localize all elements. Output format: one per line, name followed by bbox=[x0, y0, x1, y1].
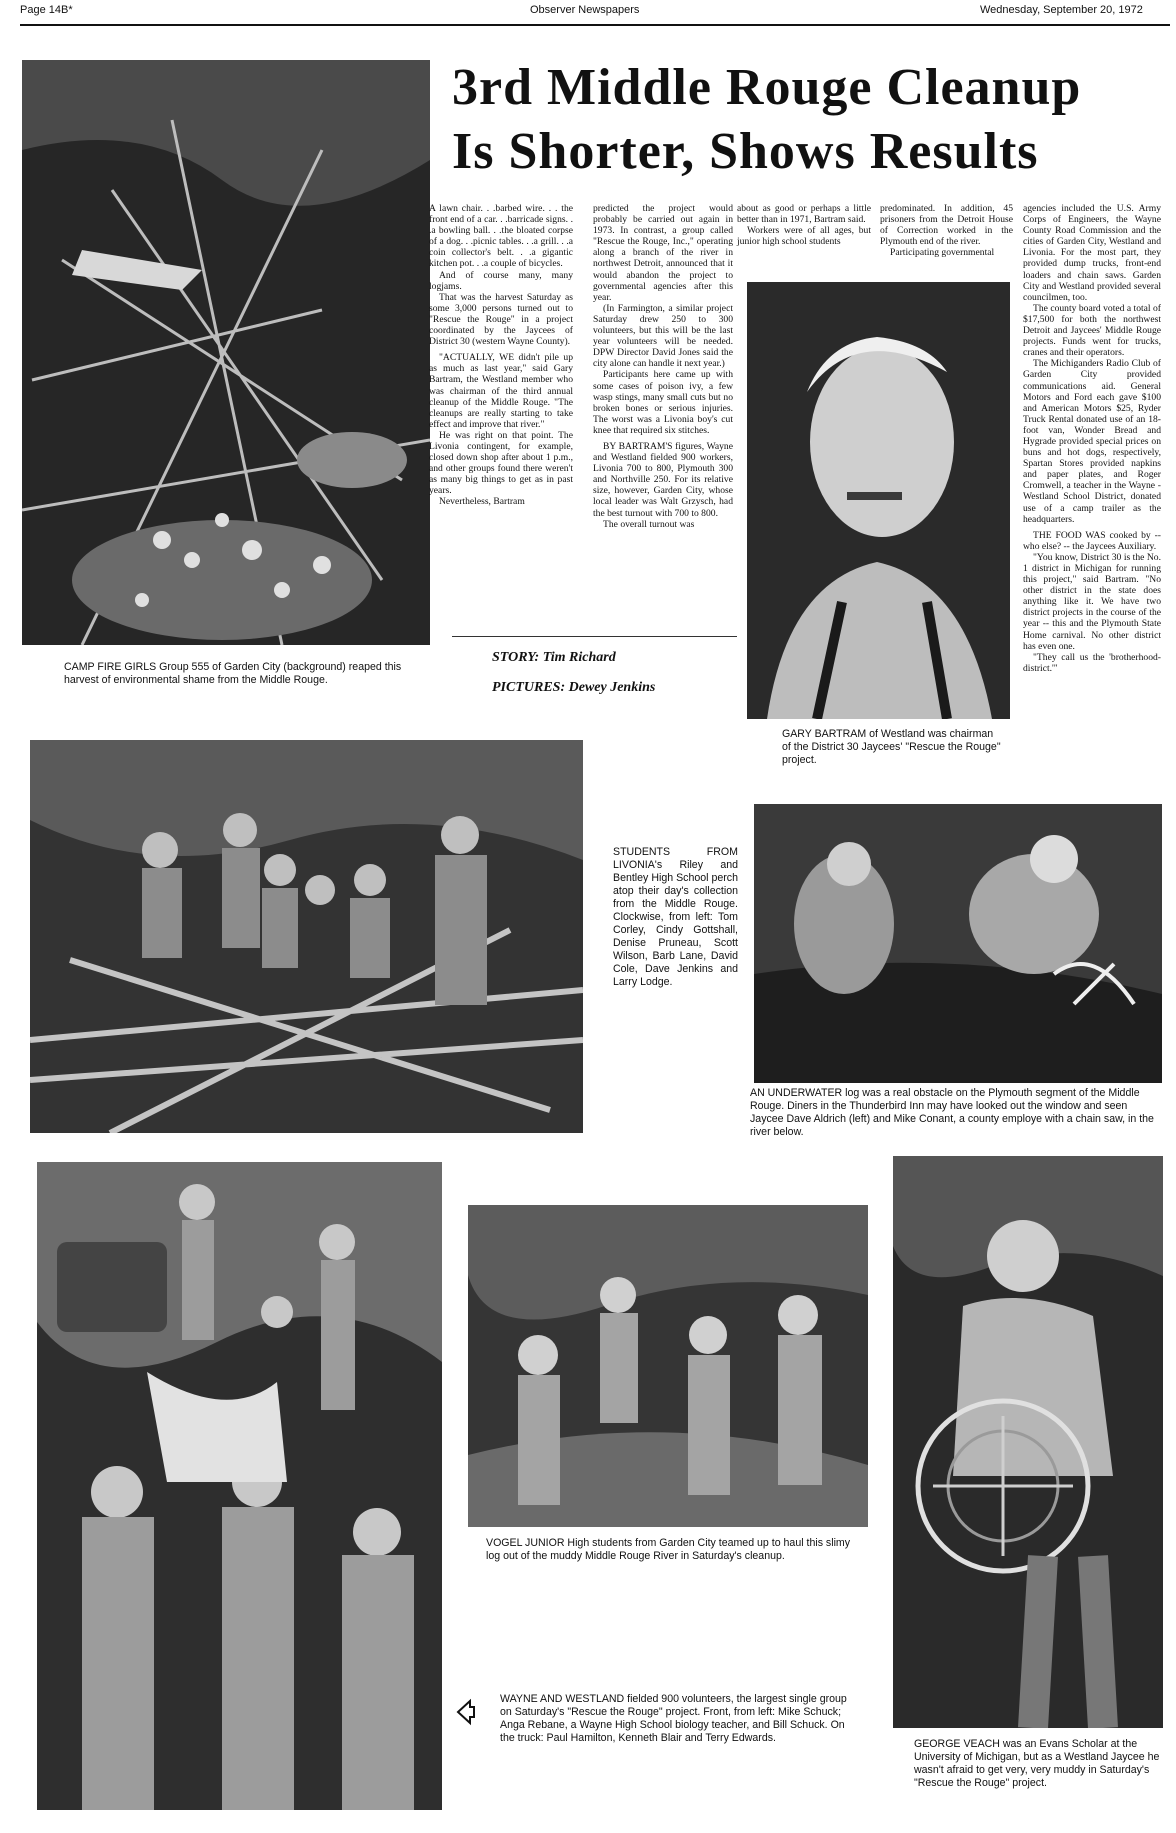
headline-line-1: 3rd Middle Rouge Cleanup bbox=[452, 59, 1082, 116]
photo-gary-bartram bbox=[747, 282, 1010, 719]
masthead-rule bbox=[20, 24, 1170, 26]
story-paragraph: "They call us the 'brotherhood-district.'" bbox=[1023, 651, 1161, 674]
story-paragraph: predicted the project would probably be carried out again in 1973. In contrast, a group called "Rescue the Rouge, Inc.," operating along a branch of the river in northwest Detroit, announced that it would abandon the project to governmental agencies after this year. bbox=[593, 203, 733, 303]
caption-camp-fire-girls: CAMP FIRE GIRLS Group 555 of Garden City (background) reaped this harvest of environmental shame from the Middle Rouge. bbox=[64, 661, 402, 686]
caption-vogel-students: VOGEL JUNIOR High students from Garden City teamed up to haul this slimy log out of the muddy Middle Rouge River in Saturday's cleanup. bbox=[486, 1537, 851, 1562]
story-paragraph: THE FOOD WAS cooked by -- who else? -- the Jaycees Auxiliary. bbox=[1023, 529, 1161, 552]
headline-line-2: Is Shorter, Shows Results bbox=[452, 123, 1039, 180]
issue-date: Wednesday, September 20, 1972 bbox=[980, 4, 1143, 16]
photo-camp-fire-girls bbox=[22, 60, 430, 645]
credit-rule bbox=[452, 636, 737, 637]
photo-george-veach bbox=[893, 1156, 1163, 1728]
story-paragraph: "ACTUALLY, WE didn't pile up as much as last year," said Gary Bartram, the Westland member who was chairman of the third annual cleanup of the Middle Rouge. "The cleanups are really starting to take effect and improve that river." bbox=[429, 352, 573, 430]
story-paragraph: That was the harvest Saturday as some 3,000 persons turned out to "Rescue the Rouge" in a project coordinated by the Jaycees of District 30 (western Wayne County). bbox=[429, 291, 573, 348]
story-paragraph: (In Farmington, a similar project Saturday drew 250 to 300 volunteers, but this will be the last year volunteers will be needed. DPW Director David Jones said the city alone can handle it next year.) bbox=[593, 302, 733, 370]
caption-gary-bartram: GARY BARTRAM of Westland was chairman of the District 30 Jaycees' "Rescue the Rouge" project. bbox=[782, 728, 1001, 766]
story-column-5 bbox=[1023, 203, 1161, 674]
story-paragraph: agencies included the U.S. Army Corps of Engineers, the Wayne County Road Commission and the cities of Garden City, Westland and Livonia. For the most part, they provided dump trucks, front-end loaders and chain saws. Garden City and Westland provided several councilmen, too. bbox=[1023, 203, 1161, 303]
caption-george-veach: GEORGE VEACH was an Evans Scholar at the University of Michigan, but as a Westland Jaycee he wasn't afraid to get very, very muddy in Saturday's "Rescue the Rouge" project. bbox=[914, 1738, 1160, 1789]
story-column-3 bbox=[737, 203, 871, 247]
story-paragraph: BY BARTRAM'S figures, Wayne and Westland fielded 900 workers, Livonia 700 to 800, Plymouth 300 and Northville 250. For its relative size, however, Garden City, whose local leader was Walt Grzysch, had the best turnout with 700 to 800. bbox=[593, 440, 733, 519]
story-paragraph: Participants here came up with some cases of poison ivy, a few wasp stings, many small cuts but no broken bones or serious injuries. The worst was a Livonia boy's cut knee that required six stitches. bbox=[593, 369, 733, 436]
caption-wayne-westland: WAYNE AND WESTLAND fielded 900 volunteers, the largest single group on Saturday's "Rescue the Rouge" project. Front, from left: Mike Schuck; Anga Rebane, a Wayne High School biology teacher, and Bill Schuck. On the truck: Paul Hamilton, Kenneth Blair and Terry Edwards. bbox=[500, 1693, 847, 1744]
caption-livonia-students: STUDENTS FROM LIVONIA's Riley and Bentley High School perch atop their day's collection from the Middle Rouge. Clockwise, from left: Tom Corley, Cindy Gottshall, Denise Pruneau, Scott Wilson, Barb Lane, David Cole, Dave Jenkins and Larry Lodge. bbox=[613, 846, 738, 988]
paper-name: Observer Newspapers bbox=[530, 4, 640, 16]
page-number: Page 14B* bbox=[20, 4, 73, 16]
story-paragraph: predominated. In addition, 45 prisoners from the Detroit House of Correction worked in the Plymouth end of the river. bbox=[880, 203, 1013, 248]
story-paragraph: Workers were of all ages, but junior high school students bbox=[737, 225, 871, 248]
story-paragraph: about as good or perhaps a little better than in 1971, Bartram said. bbox=[737, 203, 871, 226]
story-column-1 bbox=[429, 203, 573, 508]
story-paragraph: The county board voted a total of $17,500 for both the northwest Detroit and Jaycees' Middle Rouge projects. Funds went for trucks, cranes and their operators. bbox=[1023, 302, 1161, 359]
story-paragraph: "You know, District 30 is the No. 1 district in Michigan for running this project," said Bartram. "No other district in the state does anything like it. We have two district projects in the course of the year -- this and the Plymouth State Home carnival. No other district has even one. bbox=[1023, 551, 1161, 652]
story-paragraph: The Michiganders Radio Club of Garden City provided communications aid. General Motors and Ford each gave $100 and American Motors $25, Ryder Truck Rental donated use of an 18-foot van, Wonder Bread and Hygrade provided special prices on buns and hot dogs, respectively, Spartan Stores provided napkins and paper plates, and Roger Cromwell, a teacher in the Wayne - Westland School District, donated use of a camp trailer as the headquarters. bbox=[1023, 358, 1161, 525]
story-paragraph: The overall turnout was bbox=[603, 518, 695, 530]
pictures-credit: PICTURES: Dewey Jenkins bbox=[492, 680, 656, 695]
headline bbox=[452, 56, 1172, 184]
story-credit: STORY: Tim Richard bbox=[492, 650, 616, 665]
story-paragraph: And of course many, many logjams. bbox=[429, 269, 573, 292]
story-column-2 bbox=[593, 203, 733, 530]
story-column-4 bbox=[880, 203, 1013, 258]
story-paragraph: A lawn chair. . .barbed wire. . . the front end of a car. . .barricade signs. . .a bowling ball. . .the bloated corpse of a dog. . .picnic tables. . .a grill. . .a coin collector's belt. . .a gigantic kitchen pot. . .a couple of bicycles. bbox=[429, 203, 573, 270]
photo-wayne-westland bbox=[37, 1162, 442, 1810]
caption-underwater-log: AN UNDERWATER log was a real obstacle on the Plymouth segment of the Middle Rouge. Diners in the Thunderbird Inn may have looked out the window and seen Jaycee Dave Aldrich (left) and Mike Conant, a county employe with a chain saw, in the river below. bbox=[750, 1087, 1154, 1138]
photo-underwater-log bbox=[754, 804, 1162, 1083]
photo-vogel-students bbox=[468, 1205, 868, 1527]
story-paragraph: Participating governmental bbox=[890, 247, 995, 259]
left-arrow-icon bbox=[454, 1697, 476, 1727]
story-paragraph: He was right on that point. The Livonia contingent, for example, closed down shop after about 1 p.m., and other groups found there weren't as many big things to get as in past years. bbox=[429, 429, 573, 497]
story-paragraph: Nevertheless, Bartram bbox=[439, 496, 525, 508]
photo-livonia-students bbox=[30, 740, 583, 1133]
